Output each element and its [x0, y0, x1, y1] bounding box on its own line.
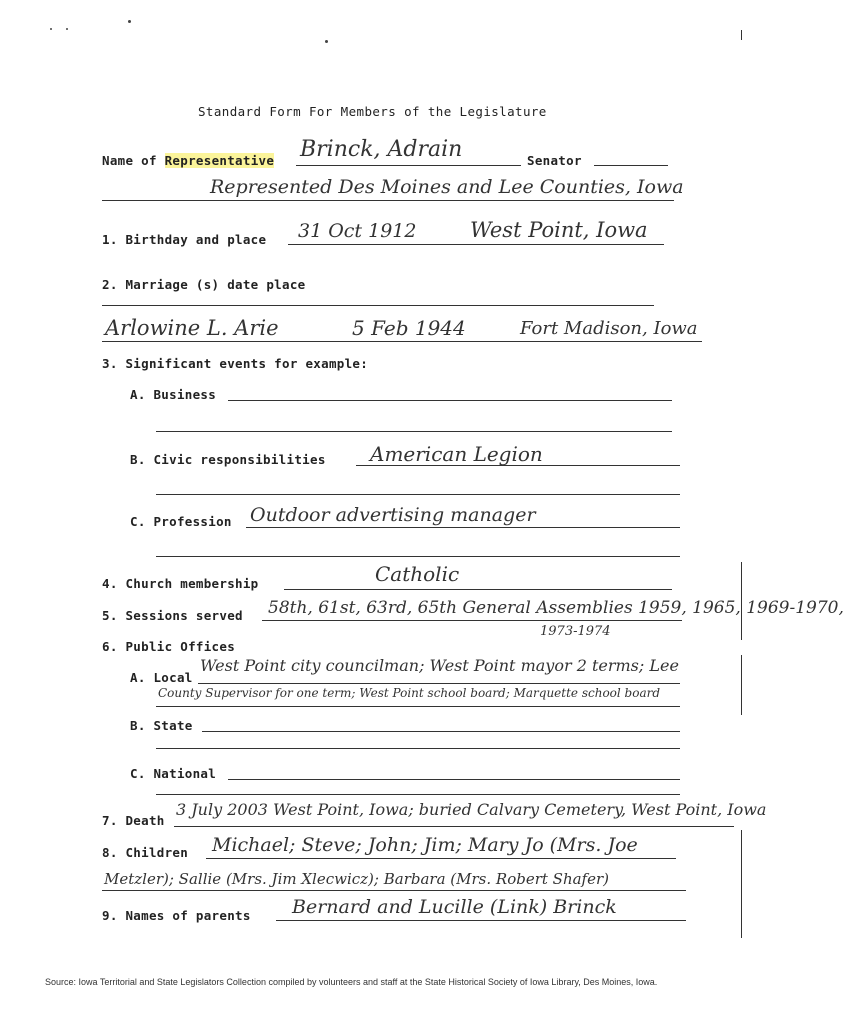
senator-underline	[594, 165, 668, 166]
represented-underline	[102, 200, 674, 201]
profession-label: C. Profession	[130, 514, 232, 529]
represented-answer: Represented Des Moines and Lee Counties, Iowa	[210, 176, 684, 198]
name-label: Name of Representative	[102, 153, 275, 168]
business-underline-2	[156, 431, 672, 432]
church-label: 4. Church membership	[102, 576, 259, 591]
death-answer: 3 July 2003 West Point, Iowa; buried Calvary Cemetery, West Point, Iowa	[176, 800, 767, 819]
birthday-label: 1. Birthday and place	[102, 232, 267, 247]
civic-answer: American Legion	[370, 442, 543, 466]
representative-label: Representative	[164, 153, 275, 168]
parents-answer: Bernard and Lucille (Link) Brinck	[292, 896, 617, 918]
state-underline-2	[156, 748, 680, 749]
scan-speck	[325, 40, 328, 43]
margin-bar-3	[741, 830, 742, 938]
sessions-answer-cont: 1973-1974	[540, 624, 611, 639]
sessions-answer: 58th, 61st, 63rd, 65th General Assemblies 1959, 1965, 1969-1970,	[268, 598, 844, 618]
profession-answer: Outdoor advertising manager	[250, 504, 536, 526]
marriage-underline-1	[102, 305, 654, 306]
death-underline	[174, 826, 734, 827]
business-label: A. Business	[130, 387, 217, 402]
scan-speck	[50, 28, 52, 30]
church-answer: Catholic	[375, 562, 460, 586]
significant-events-label: 3. Significant events for example:	[102, 356, 369, 371]
civic-underline-2	[156, 494, 680, 495]
civic-label: B. Civic responsibilities	[130, 452, 326, 467]
marriage-underline-2	[102, 341, 702, 342]
children-underline-1	[206, 858, 676, 859]
sessions-label: 5. Sessions served	[102, 608, 243, 623]
children-label: 8. Children	[102, 845, 189, 860]
scan-speck	[128, 20, 131, 23]
children-answer-1: Michael; Steve; John; Jim; Mary Jo (Mrs. Joe	[212, 834, 638, 856]
name-answer: Brinck, Adrain	[300, 137, 463, 162]
local-underline-1	[198, 683, 680, 684]
form-title: Standard Form For Members of the Legislature	[198, 104, 547, 119]
profession-underline-1	[246, 527, 680, 528]
birthday-underline	[288, 244, 664, 245]
business-underline-1	[228, 400, 672, 401]
margin-bar-2	[741, 655, 742, 715]
national-underline-2	[156, 794, 680, 795]
state-label: B. State	[130, 718, 193, 733]
church-underline	[284, 589, 672, 590]
birthday-answer: 31 Oct 1912	[298, 220, 417, 242]
sessions-underline	[262, 620, 682, 621]
margin-bar-1	[741, 562, 742, 640]
marriage-date-answer: 5 Feb 1944	[352, 316, 466, 340]
scan-speck	[66, 28, 68, 30]
public-offices-label: 6. Public Offices	[102, 639, 236, 654]
state-underline-1	[202, 731, 680, 732]
parents-underline	[276, 920, 686, 921]
local-underline-2	[156, 706, 680, 707]
scan-mark	[741, 30, 742, 40]
civic-underline-1	[356, 465, 680, 466]
children-underline-2	[102, 890, 686, 891]
national-underline-1	[228, 779, 680, 780]
local-label: A. Local	[130, 670, 193, 685]
local-answer-2: County Supervisor for one term; West Point school board; Marquette school board	[158, 686, 661, 700]
senator-label: Senator	[527, 153, 582, 168]
source-note: Source: Iowa Territorial and State Legislators Collection compiled by volunteers and staff at the State Historical Society of Iowa Library, Des Moines, Iowa.	[45, 977, 658, 987]
marriage-place-answer: Fort Madison, Iowa	[520, 318, 698, 339]
marriage-spouse-answer: Arlowine L. Arie	[105, 316, 279, 340]
children-answer-2: Metzler); Sallie (Mrs. Jim Xlecwicz); Barbara (Mrs. Robert Shafer)	[104, 870, 610, 888]
parents-label: 9. Names of parents	[102, 908, 251, 923]
death-label: 7. Death	[102, 813, 165, 828]
birthplace-answer: West Point, Iowa	[470, 218, 648, 242]
profession-underline-2	[156, 556, 680, 557]
local-answer-1: West Point city councilman; West Point mayor 2 terms; Lee	[200, 656, 679, 675]
name-underline	[296, 165, 521, 166]
marriage-label: 2. Marriage (s) date place	[102, 277, 306, 292]
national-label: C. National	[130, 766, 217, 781]
